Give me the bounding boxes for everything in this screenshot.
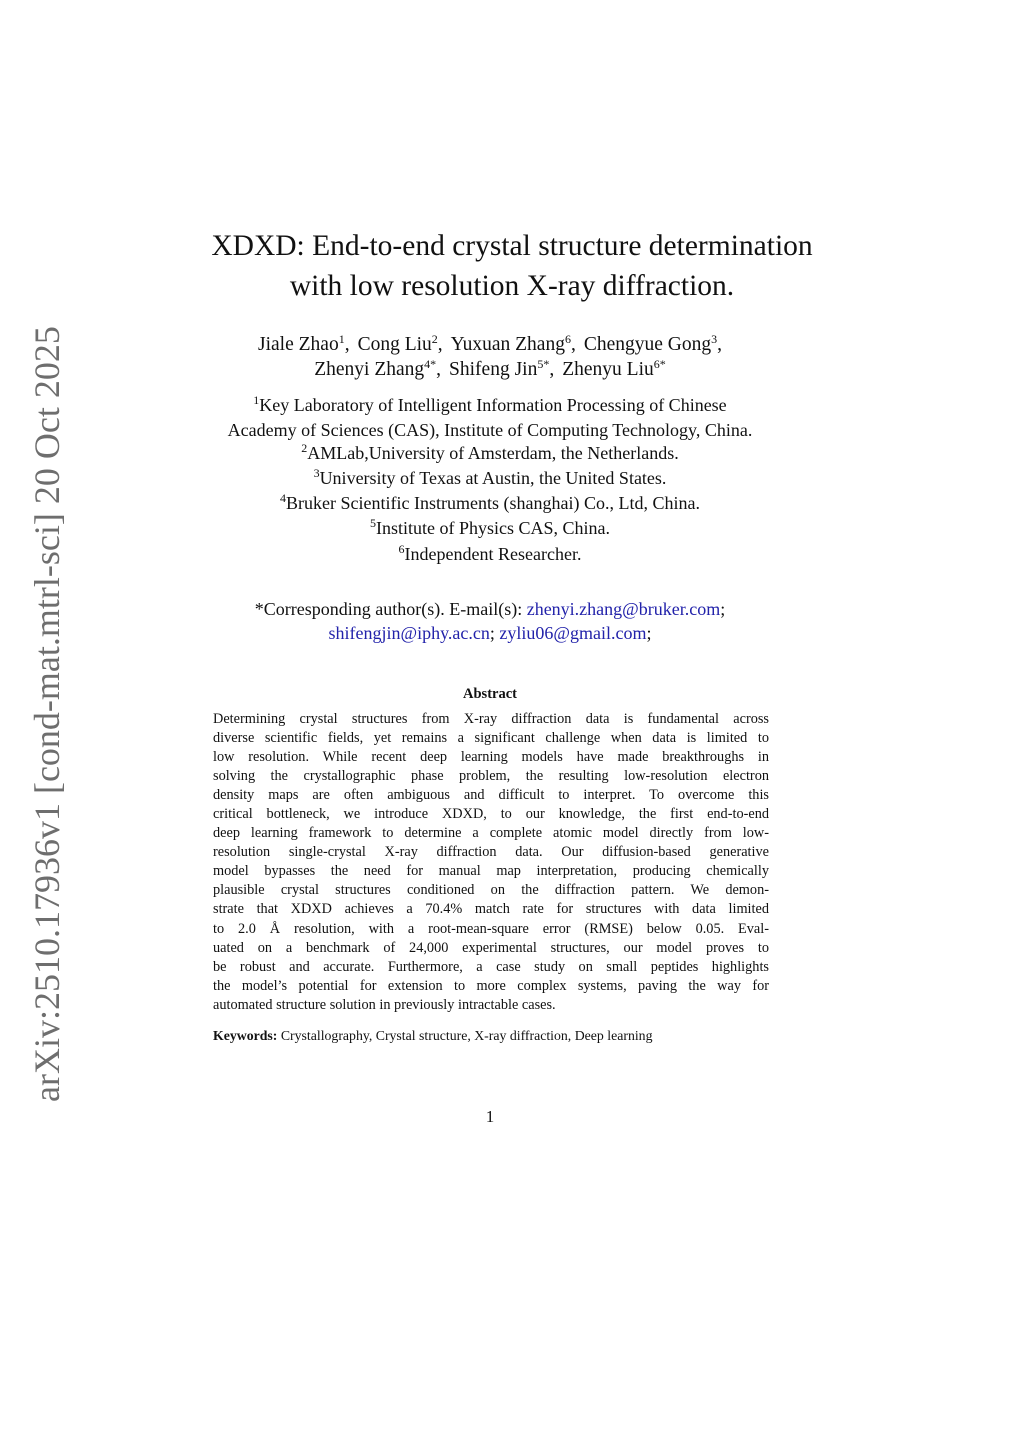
corresponding-line-1 bbox=[0, 598, 980, 622]
author-name-text: Cong Liu bbox=[357, 334, 432, 355]
author-separator: , bbox=[437, 334, 443, 355]
email-link-zyliu[interactable]: zyliu06@gmail.com bbox=[499, 622, 647, 643]
author-separator: , bbox=[570, 334, 576, 355]
abstract-line: strate that XDXD achieves a 70.4% match rate for structures with data limited bbox=[213, 901, 769, 918]
affiliation-2-text: AMLab,University of Amsterdam, the Netherlands. bbox=[307, 443, 679, 464]
affiliation-3 bbox=[0, 467, 980, 492]
affiliation-5-text: Institute of Physics CAS, China. bbox=[375, 518, 610, 539]
author-separator: , bbox=[717, 334, 722, 355]
abstract-line: plausible crystal structures conditioned on the diffraction pattern. We demon- bbox=[213, 882, 769, 899]
affiliation-1 bbox=[0, 394, 980, 419]
abstract-line: low resolution. While recent deep learning models have made breakthroughs in bbox=[213, 749, 769, 766]
author-name-text: Jiale Zhao bbox=[258, 334, 339, 355]
email-separator: ; bbox=[646, 622, 652, 643]
affiliation-6-text: Independent Researcher. bbox=[404, 543, 582, 564]
author-separator: , bbox=[344, 334, 350, 355]
author-affiliation-marker: 3 bbox=[711, 332, 718, 346]
abstract-line: diverse scientific fields, yet remains a significant challenge when data is limited to bbox=[213, 730, 769, 747]
abstract-line: uated on a benchmark of 24,000 experimental structures, our model proves to bbox=[213, 939, 769, 956]
email-separator: ; bbox=[489, 622, 500, 643]
author-separator: , bbox=[549, 359, 555, 380]
affiliation-3-text: University of Texas at Austin, the United States. bbox=[319, 468, 667, 489]
corresponding-line-2 bbox=[0, 622, 980, 646]
affiliation-2 bbox=[0, 442, 980, 467]
abstract-line: deep learning framework to determine a complete atomic model directly from low- bbox=[213, 825, 769, 842]
author-affiliation-marker: 6 bbox=[564, 332, 571, 346]
author-separator: , bbox=[436, 359, 442, 380]
author-name-text: Chengyue Gong bbox=[583, 334, 712, 355]
author-name bbox=[449, 359, 554, 380]
author-line-2 bbox=[0, 358, 980, 383]
author-affiliation-marker: 5* bbox=[537, 357, 550, 371]
email-separator: ; bbox=[720, 599, 726, 619]
abstract-line: density maps are often ambiguous and difficult to interpret. To overcome this bbox=[213, 787, 769, 804]
author-line-1 bbox=[0, 333, 980, 358]
affiliation-1-marker: 1 bbox=[253, 393, 260, 407]
author-name bbox=[358, 334, 443, 355]
abstract-line: model bypasses the need for manual map interpretation, producing chemically bbox=[213, 863, 769, 880]
abstract-line: critical bottleneck, we introduce XDXD, to our knowledge, the first end-to-end bbox=[213, 806, 769, 823]
affiliation-4-marker: 4 bbox=[280, 491, 287, 506]
email-link-zhenyi[interactable]: zhenyi.zhang@bruker.com bbox=[526, 599, 721, 619]
author-affiliation-marker: 4* bbox=[424, 357, 437, 371]
abstract-heading: Abstract bbox=[463, 686, 517, 702]
abstract-line: solving the crystallographic phase problem, the resulting low-resolution electron bbox=[213, 768, 769, 785]
abstract-line: resolution single-crystal X-ray diffraction data. Our diffusion-based generative bbox=[213, 844, 769, 861]
author-list bbox=[0, 333, 980, 383]
author-affiliation-marker: 6* bbox=[653, 357, 666, 371]
abstract-line: Determining crystal structures from X-ray diffraction data is fundamental across bbox=[213, 711, 769, 727]
abstract-line: automated structure solution in previously intractable cases. bbox=[213, 996, 556, 1013]
author-name bbox=[451, 334, 576, 355]
page-number: 1 bbox=[485, 1107, 495, 1126]
author-affiliation-marker: 2 bbox=[431, 332, 438, 346]
author-affiliation-marker: 1 bbox=[338, 332, 345, 346]
author-name bbox=[258, 334, 350, 355]
keywords-text: Crystallography, Crystal structure, X-ray diffraction, Deep learning bbox=[277, 1028, 653, 1043]
author-name bbox=[314, 359, 441, 380]
affiliation-1-line-1: Key Laboratory of Intelligent Information Processing of Chinese bbox=[259, 395, 727, 415]
corresponding-prefix: *Corresponding author(s). E-mail(s): bbox=[254, 599, 527, 619]
abstract-line: be robust and accurate. Furthermore, a case study on small peptides highlights bbox=[213, 958, 769, 975]
affiliation-4 bbox=[0, 492, 980, 517]
paper-title bbox=[0, 226, 1024, 306]
affiliation-5 bbox=[0, 517, 980, 542]
author-name-text: Zhenyi Zhang bbox=[314, 359, 425, 380]
affiliation-5-marker: 5 bbox=[369, 516, 376, 531]
author-name bbox=[562, 359, 666, 380]
email-link-shifeng[interactable]: shifengjin@iphy.ac.cn bbox=[328, 622, 490, 643]
affiliation-6-marker: 6 bbox=[398, 541, 405, 556]
author-name-text: Yuxuan Zhang bbox=[450, 334, 565, 355]
abstract-line: to 2.0 Å resolution, with a root-mean-square error (RMSE) below 0.05. Eval- bbox=[213, 920, 769, 937]
affiliation-6 bbox=[0, 543, 980, 568]
affiliation-list bbox=[0, 394, 980, 568]
keywords-label: Keywords: bbox=[213, 1028, 278, 1043]
keywords bbox=[213, 1027, 813, 1045]
title-line-2: with low resolution X-ray diffraction. bbox=[289, 270, 735, 302]
affiliation-4-text: Bruker Scientific Instruments (shanghai) Co., Ltd, China. bbox=[286, 493, 700, 514]
affiliation-2-marker: 2 bbox=[301, 441, 308, 456]
affiliation-1-cont: Academy of Sciences (CAS), Institute of Computing Technology, China. bbox=[227, 420, 753, 441]
affiliation-3-marker: 3 bbox=[313, 466, 320, 481]
author-name bbox=[584, 334, 722, 355]
author-name-text: Zhenyu Liu bbox=[562, 359, 654, 380]
arxiv-sidebar-stamp: arXiv:2510.17936v1 [cond-mat.mtrl-sci] 20 Oct 2025 bbox=[27, 326, 67, 1102]
author-name-text: Shifeng Jin bbox=[449, 359, 538, 380]
abstract-body bbox=[213, 710, 769, 1015]
corresponding-authors bbox=[0, 598, 980, 645]
title-line-1: XDXD: End-to-end crystal structure determination bbox=[211, 230, 813, 262]
abstract-line: the model’s potential for extension to more complex systems, paving the way for bbox=[213, 977, 769, 994]
